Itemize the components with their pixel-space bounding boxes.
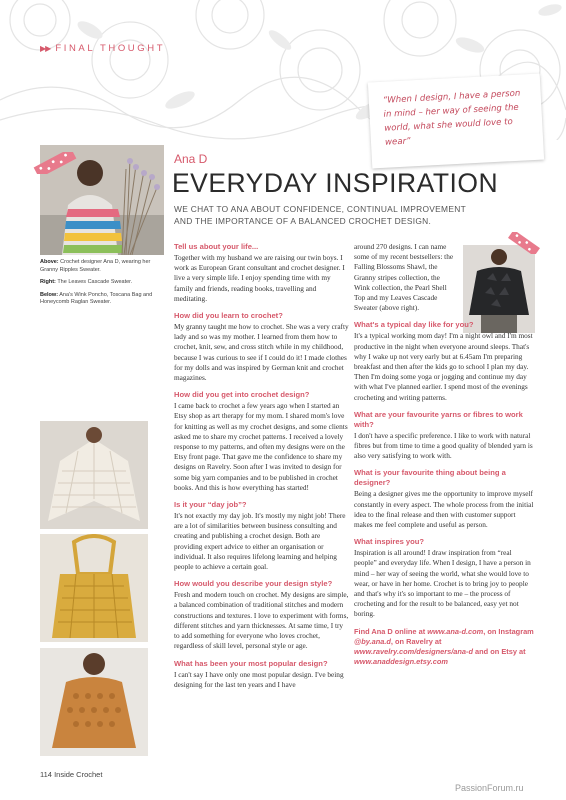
answer-text: Being a designer gives me the opportunity to improve myself constantly in every aspect. The whole process from the initial idea to the final release and then with customer support makes me feel complete and useful as person. xyxy=(354,489,534,530)
etsy-link[interactable]: www.anaddesign.etsy.com xyxy=(354,657,448,667)
ravelry-link[interactable]: www.ravelry.com/designers/ana-d xyxy=(354,647,473,657)
question-heading: How would you describe your design style? xyxy=(174,579,333,589)
website-link[interactable]: www.ana-d.com xyxy=(427,626,484,636)
caption-below: Below: Ana's Wink Poncho, Toscana Bag and Honeycomb Raglan Sweater. xyxy=(40,291,153,305)
pull-quote xyxy=(368,74,544,169)
caption-above: Above: Crochet designer Ana D, wearing her Granny Ripples Sweater. xyxy=(40,259,151,273)
question-heading: Is it your “day job”? xyxy=(174,500,247,510)
answer-text: My granny taught me how to crochet. She was a very crafty lady and so was my mother. I learned from them how to crochet, knit, sew, and cross stitch while in my childhood, because I was curious to see if I could do it! I made clothes for my dolls and was inspired by German knit and crochet magazines. xyxy=(174,322,349,383)
headline: EVERYDAY INSPIRATION xyxy=(172,168,499,198)
question-heading: What are your favourite yarns or fibres to work with? xyxy=(354,409,523,429)
raglan-sweater-photo xyxy=(40,648,148,756)
answer-text: It's not exactly my day job. It's mostly my night job! There are a lot of similarities between business consulting and creating and publishing a crochet design. Both are providing expert advice to either an organisation or individual. It also requires lifelong learning and helping people to achieve a certain goal. xyxy=(174,511,346,572)
caption-right: Right: The Leaves Cascade Sweater. xyxy=(40,279,133,285)
article-column-left xyxy=(174,242,350,690)
pull-quote-text: “When I design, I have a person in mind – her way of seeing the world, what she would love to wear” xyxy=(382,88,521,148)
article-column-right xyxy=(354,242,534,668)
question-heading: Tell us about your life... xyxy=(174,242,259,251)
section-tag-label: FINAL THOUGHT xyxy=(55,43,166,54)
question-heading: What inspires you? xyxy=(354,537,425,547)
page-footer xyxy=(40,770,102,779)
answer-text: Together with my husband we are raising our twin boys. I work as European Grant consultant and crochet designer. I live a very simple life. I enjoy spending time with my family and friends, reading books, travelling and meditating. xyxy=(174,253,345,303)
question-heading: How did you get into crochet design? xyxy=(174,390,310,400)
page-number: 114 xyxy=(40,770,52,779)
answer-text: I can't say I have only one most popular design. I've being designing for the last ten years and I have xyxy=(174,669,344,689)
question-heading: What's a typical day like for you? xyxy=(354,320,474,330)
answer-text: I came back to crochet a few years ago when I started an Etsy shop as art therapy for my mom. I shared mom's love for knitting as well as my crochet designs, and some clients asked me to share my crochet patterns. I received a lovely response to my patterns, and often my designs were on the Etsy front page. That gave me the confidence to share my designs on Ravelry. Soon after I was invited to design for some big yarn companies and to be published in crochet books. And this is how everything has started! xyxy=(174,401,348,492)
answer-text: Fresh and modern touch on crochet. My designs are simple, a balanced combination of traditional stitches and modern constructions and textures. I love to experiment with forms, different stitches and yarn thicknesses. At same time, I try to add something for everyone who loves crochet, regardless of skill level, personal style or age. xyxy=(174,590,349,651)
bag-photo xyxy=(40,534,148,642)
question-heading: What has been your most popular design? xyxy=(174,658,328,668)
photo-captions xyxy=(40,259,164,312)
double-arrow-icon: ▶▶ xyxy=(40,44,51,53)
washi-tape-decoration xyxy=(32,152,78,174)
find-online-links: Find Ana D online at www.ana-d.com, on Instagram @by.ana.d, on Ravelry at www.ravelry.com/designers/ana-d and on Etsy at www.anaddesign.etsy.com xyxy=(354,626,534,667)
poncho-photo xyxy=(40,421,148,529)
instagram-link[interactable]: @by.ana.d xyxy=(354,636,391,646)
answer-text: I don't have a specific preference. I like to work with natural fibres but from time to time a good quality of blended yarn is also very satisfying to work with. xyxy=(354,430,533,461)
standfirst: WE CHAT TO ANA ABOUT CONFIDENCE, CONTINUAL IMPROVEMENT AND THE IMPORTANCE OF A BALANCED CROCHET DESIGN. xyxy=(174,204,466,226)
watermark: PassionForum.ru xyxy=(455,783,524,793)
answer-text: around 270 designs. I can name some of my recent bestsellers: the Falling Blossoms Shawl, the Granny stripes collection, the Wink collection, the Pearl Shell Top and my Leaves Cascade Sweater (above right). xyxy=(354,242,454,313)
magazine-name: Inside Crochet xyxy=(54,770,103,779)
question-heading: What is your favourite thing about being a designer? xyxy=(354,468,506,488)
author-name: Ana D xyxy=(174,152,208,166)
section-tag xyxy=(40,43,165,54)
question-heading: How did you learn to crochet? xyxy=(174,311,283,321)
answer-text: Inspiration is all around! I draw inspiration from “real people” and everyday life. When I design, I have a person in mind – her way of seeing the world, what she would love to wear, or have in her home. Crochet is to bring joy to people and that's why it's so important to me – the process of crocheting and for the result to be balanced, easy yet not boring. xyxy=(354,548,531,619)
answer-text: It's a typical working mom day! I'm a night owl and I'm most productive in the night when everyone around sleeps. That's why I wake up not very early but at 6.45am I'm preparing breakfast and then after the kids go to school I plan my day. Then I'm doing some yoga or jogging and continue my day with what I've planned earlier. I spend most of the evenings crocheting and writing patterns. xyxy=(354,331,533,402)
